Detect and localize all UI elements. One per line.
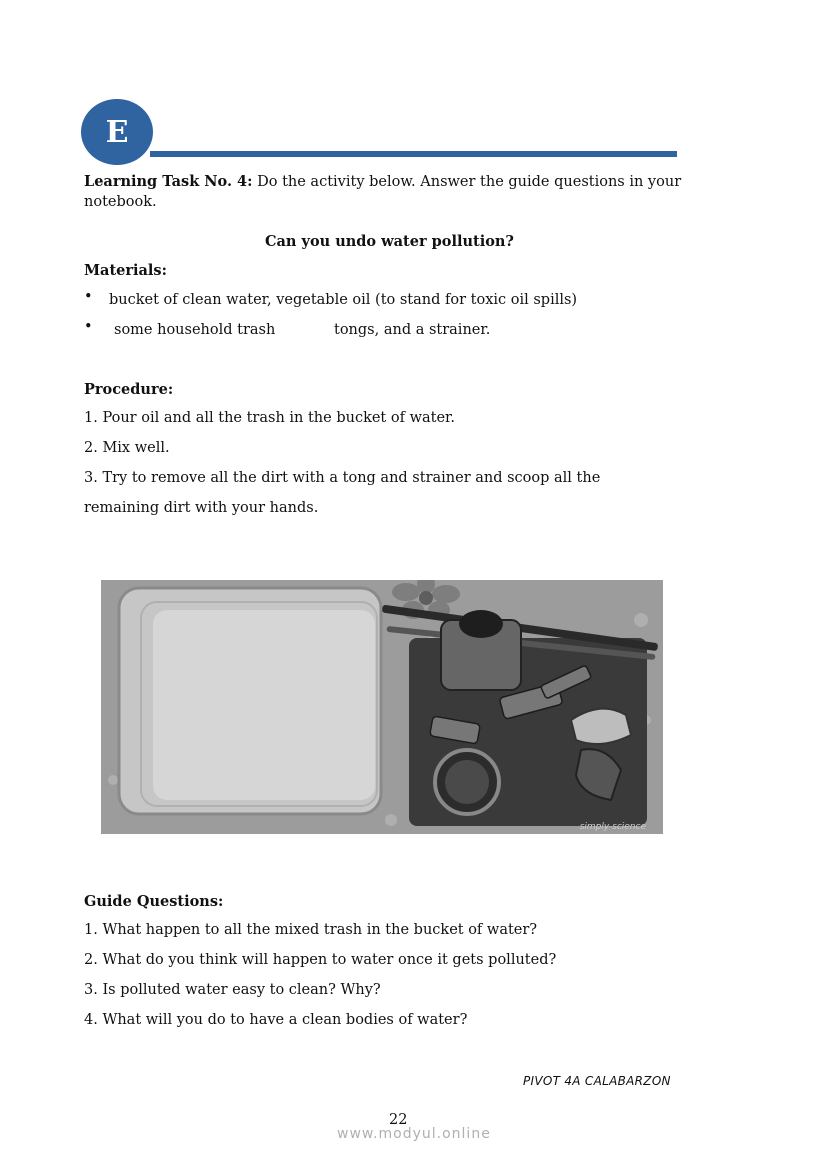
- task-text: Do the activity below. Answer the guide questions in your: [252, 174, 682, 190]
- activity-title: Can you undo water pollution?: [265, 233, 514, 250]
- material-item-2: some household trash: [114, 322, 276, 338]
- section-rule: [150, 151, 677, 157]
- bullet-dot-1: •: [84, 289, 93, 305]
- task-label: Learning Task No. 4:: [84, 173, 253, 190]
- site-watermark: www.modyul.online: [337, 1126, 491, 1142]
- photo-credit-mark: simply-science: [579, 822, 646, 832]
- footer-brand: PIVOT 4A CALABARZON: [523, 1074, 671, 1088]
- guide-question-4: 4. What will you do to have a clean bodies of water?: [84, 1012, 468, 1028]
- procedure-heading: Procedure:: [84, 381, 174, 398]
- page-number: 22: [389, 1112, 408, 1128]
- section-badge: [81, 99, 153, 165]
- procedure-step-3-cont: remaining dirt with your hands.: [84, 500, 319, 516]
- guide-question-2: 2. What do you think will happen to water once it gets polluted?: [84, 952, 557, 968]
- procedure-step-3: 3. Try to remove all the dirt with a tong and strainer and scoop all the: [84, 470, 601, 486]
- material-item-1: bucket of clean water, vegetable oil (to stand for toxic oil spills): [109, 292, 578, 308]
- activity-photo: [101, 580, 663, 834]
- section-letter: E: [105, 114, 129, 150]
- guide-heading: Guide Questions:: [84, 893, 224, 910]
- task-instruction-cont: notebook.: [84, 194, 157, 210]
- procedure-step-2: 2. Mix well.: [84, 440, 170, 456]
- guide-question-1: 1. What happen to all the mixed trash in the bucket of water?: [84, 922, 538, 938]
- guide-question-3: 3. Is polluted water easy to clean? Why?: [84, 982, 381, 998]
- activity-photo-drawing: [101, 580, 663, 834]
- materials-heading: Materials:: [84, 262, 167, 279]
- procedure-step-1: 1. Pour oil and all the trash in the bucket of water.: [84, 410, 455, 426]
- task-instruction: [84, 171, 724, 193]
- bullet-dot-2: •: [84, 319, 93, 335]
- material-item-3: tongs, and a strainer.: [334, 322, 491, 338]
